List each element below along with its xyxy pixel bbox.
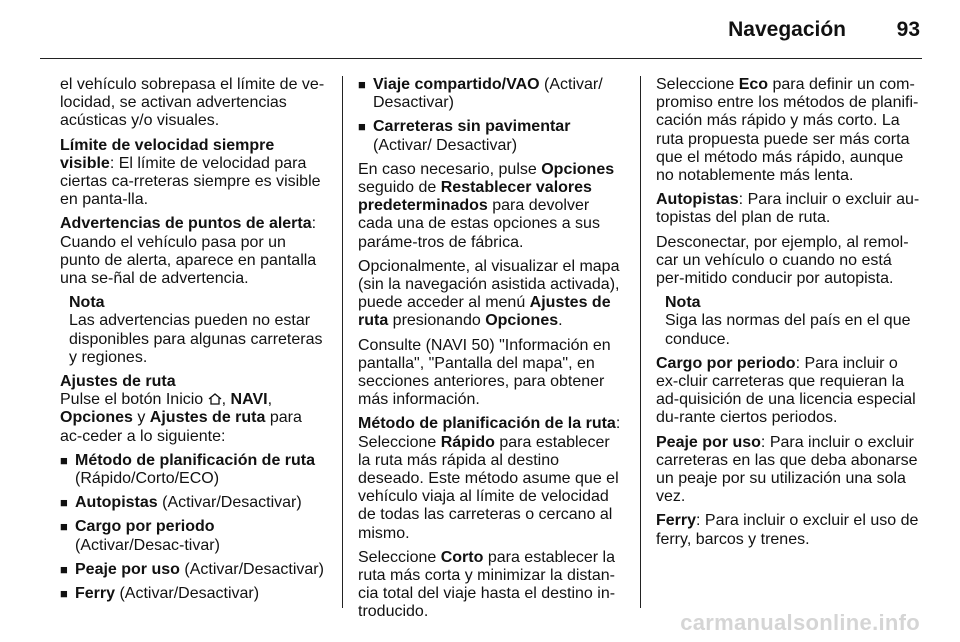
paragraph: Desconectar, por ejemplo, al remol-car un vehículo o cuando no está per-mitido conducir por autopista. [656,233,909,288]
column-right [656,76,922,555]
term: Advertencias de puntos de alerta [60,215,312,233]
note-box [69,294,326,367]
column-left [60,76,326,609]
term: Peaje por uso [656,433,761,451]
term: Cargo por periodo [656,354,796,372]
column-middle [358,76,624,628]
list-item: ■ Carreteras sin pavimentar (Activar/ Desactivar) [358,118,571,154]
paragraph: Cargo por periodo: Para incluir o ex-cluir carreteras que requieran la ad-quisición de una licencia especial du-rante ciertos periodos. [656,354,916,427]
bullet-icon: ■ [358,119,366,135]
note-box [665,294,922,349]
paragraph: Opcionalmente, al visualizar el mapa (sin la navegación asistida activada), puede acceder al menú Ajustes de ruta presionando Opciones. [358,257,620,330]
paragraph: Autopistas: Para incluir o excluir au-topistas del plan de ruta. [656,191,920,227]
page-title: Navegación [728,18,846,41]
page-number: 93 [896,18,920,41]
paragraph: Ajustes de ruta Pulse el botón Inicio , NAVI, Opciones y Ajustes de ruta para ac-ceder a lo siguiente: [60,373,326,446]
bullet-icon: ■ [60,561,68,577]
bullet-icon: ■ [60,452,68,468]
paragraph: el vehículo sobrepasa el límite de ve-locidad, se activan advertencias acústicas y/o visuales. [60,76,325,130]
bullet-icon: ■ [60,519,68,535]
term: Método de planificación de la ruta [358,415,616,433]
paragraph: En caso necesario, pulse Opciones seguido de Restablecer valores predeterminados para devolver cada una de estas opciones a sus paráme-tros de fábrica. [358,160,615,251]
term: Autopistas [656,191,739,209]
bullet-icon: ■ [60,586,68,602]
list-item: ■ Método de planificación de ruta (Rápido/Corto/ECO) [60,451,316,488]
paragraph: Seleccione Corto para establecer la ruta más corta y minimizar la distan-cia total del viaje hasta el destino in-troducido. [358,548,616,621]
home-icon [208,393,222,405]
list-item: ■ Peaje por uso (Activar/Desactivar) [60,560,324,578]
column-divider [342,76,343,608]
list-item: ■ Ferry (Activar/Desactivar) [60,585,260,603]
paragraph: Método de planificación de la ruta: Seleccione Rápido para establecer la ruta más rápida al destino deseado. Este método asume que el vehículo viaja al límite de velocidad de todas las carreteras o cercano al mismo. [358,415,621,542]
watermark: carmanualsonline.info [680,610,920,635]
paragraph: Ferry: Para incluir o excluir el uso de ferry, barcos y trenes. [656,512,919,548]
paragraph: Seleccione Eco para definir un com-promiso entre los métodos de planifi-cación más rápido y más corto. La ruta propuesta puede ser más corta que el método más rápido, aunque no notablemente más lenta. [656,76,919,185]
column-divider [640,76,641,608]
bullet-icon: ■ [60,495,68,511]
paragraph: Peaje por uso: Para incluir o excluir carreteras en las que deba abonarse un peaje por su utilización una sola vez. [656,433,918,506]
list-item: ■ Viaje compartido/VAO (Activar/ Desactivar) [358,76,603,112]
term: Límite de velocidad siempre visible [60,136,275,172]
section-title: Ajustes de ruta [60,373,176,391]
note-text: Las advertencias pueden no estar disponibles para algunas carreteras y regiones. [69,312,323,366]
list-item: ■ Cargo por periodo (Activar/Desac-tivar) [60,518,220,554]
header-rule [40,58,922,59]
page-header [40,16,922,56]
bullet-icon: ■ [358,77,366,92]
term: Ferry [656,512,697,530]
note-text: Siga las normas del país en el que conduce. [665,312,911,348]
note-title: Nota [665,294,701,312]
list-item: ■ Autopistas (Activar/Desactivar) [60,494,302,512]
paragraph: Consulte (NAVI 50) "Información en pantalla", "Pantalla del mapa", en secciones anteriores, para obtener más información. [358,336,611,409]
paragraph: Advertencias de puntos de alerta: Cuando el vehículo pasa por un punto de alerta, aparece en pantalla una se-ñal de advertencia. [60,215,317,288]
paragraph: Límite de velocidad siempre visible: El límite de velocidad para ciertas ca-rreteras siempre es visible en panta-lla. [60,136,321,209]
note-title: Nota [69,294,105,312]
